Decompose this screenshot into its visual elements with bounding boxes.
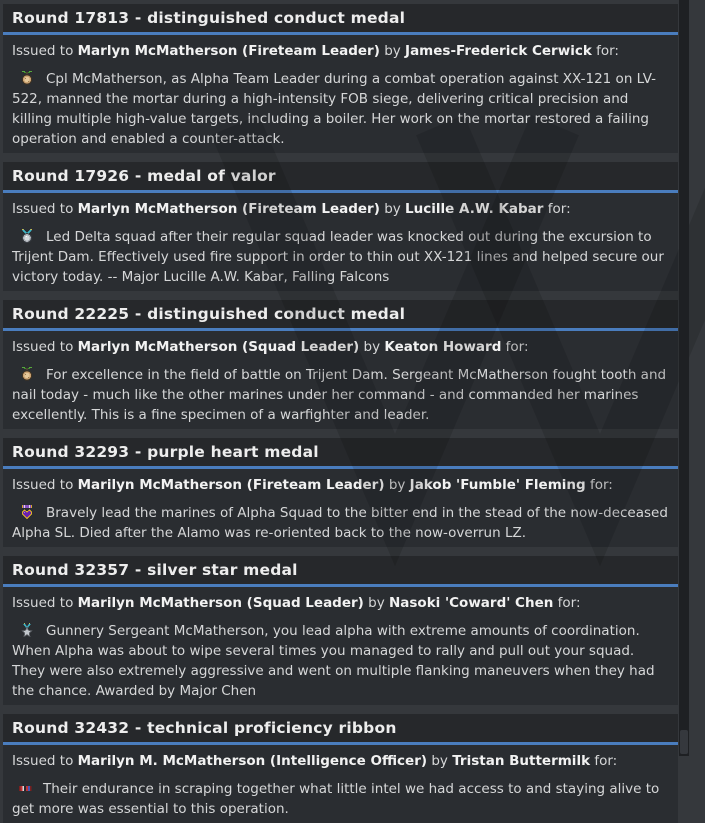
award-section [3,556,678,705]
recipient-name: Marlyn McMatherson (Squad Leader) [77,339,360,355]
for-label: for: [557,595,581,611]
issuer-name: Keaton Howard [384,339,502,355]
award-title: Round 22225 - distinguished conduct medal [3,300,678,331]
technical-proficiency-ribbon-icon [19,779,32,795]
medal-of-valor-icon [19,228,35,244]
award-title: Round 32357 - silver star medal [3,556,678,587]
citation-text: Their endurance in scraping together what little intel we had access to and staying alive to get more was essential to this operation. [12,781,660,817]
for-label: for: [589,477,613,493]
citation-text: For excellence in the field of battle on Trijent Dam. Sergeant McMatherson fought tooth and nail today - much like the other marines under her command - and commanded her marines excellently. This is a fine specimen of a warfighter and leader. [12,367,667,423]
issued-line [12,476,669,495]
scrollbar-track[interactable] [679,0,689,756]
award-body [3,193,678,291]
for-label: for: [594,753,618,769]
citation [12,227,669,287]
citation [12,365,669,425]
silver-star-medal-icon [19,622,35,638]
for-label: for: [547,201,571,217]
issuer-name: Lucille A.W. Kabar [405,201,544,217]
recipient-name: Marilyn McMatherson (Fireteam Leader) [77,477,385,493]
issued-line [12,200,669,219]
by-label: by [363,339,381,355]
issued-to-label: Issued to [12,201,74,217]
recipient-name: Marilyn M. McMatherson (Intelligence Officer) [77,753,428,769]
award-body [3,469,678,547]
by-label: by [431,753,448,769]
issued-to-label: Issued to [12,339,74,355]
citation [12,779,669,819]
issued-to-label: Issued to [12,595,74,611]
award-section [3,4,678,153]
award-body [3,745,678,823]
issued-to-label: Issued to [12,43,74,59]
distinguished-conduct-medal-icon [19,70,35,86]
citation-text: Led Delta squad after their regular squad leader was knocked out during the excursion to Trijent Dam. Effectively used fire support in order to thin out XX-121 lines and helped secure our victory today. -- Major Lucille A.W. Kabar, Falling Falcons [12,229,664,285]
issuer-name: Tristan Buttermilk [452,753,591,769]
issued-to-label: Issued to [12,753,74,769]
award-body [3,331,678,429]
citation [12,69,669,149]
award-section [3,714,678,823]
citation-text: Gunnery Sergeant McMatherson, you lead alpha with extreme amounts of coordination. When Alpha was about to wipe several times you managed to rally and pull out your squad. They were also extremely aggressive and went on multiple flanking maneuvers when they had the chance. Awarded by Major Chen [12,623,655,699]
for-label: for: [505,339,529,355]
issued-line [12,338,669,357]
award-section [3,162,678,291]
issued-line [12,752,669,771]
by-label: by [388,477,406,493]
issuer-name: Nasoki 'Coward' Chen [388,595,554,611]
citation [12,621,669,701]
by-label: by [384,201,401,217]
recipient-name: Marlyn McMatherson (Fireteam Leader) [77,201,380,217]
distinguished-conduct-medal-icon [19,366,35,382]
issued-line [12,594,669,613]
award-title: Round 17926 - medal of valor [3,162,678,193]
award-body [3,35,678,153]
award-section [3,300,678,429]
award-title: Round 32432 - technical proficiency ribbon [3,714,678,745]
issuer-name: Jakob 'Fumble' Fleming [409,477,586,493]
citation-text: Cpl McMatherson, as Alpha Team Leader during a combat operation against XX-121 on LV-522, manned the mortar during a high-intensity FOB siege, delivering critical precision and killing multiple high-value targets, including a boiler. Her work on the mortar restored a failing operation and enabled a counter-attack. [12,71,657,147]
for-label: for: [596,43,619,59]
issued-line [12,42,669,61]
citation [12,503,669,543]
award-title: Round 32293 - purple heart medal [3,438,678,469]
purple-heart-medal-icon [19,504,35,520]
by-label: by [384,43,401,59]
scrollbar-thumb[interactable] [680,730,688,754]
award-body [3,587,678,705]
recipient-name: Marlyn McMatherson (Fireteam Leader) [77,43,380,59]
award-section [3,438,678,547]
citation-text: Bravely lead the marines of Alpha Squad to the bitter end in the stead of the now-deceased Alpha SL. Died after the Alamo was re-oriented back to the now-overrun LZ. [12,505,668,541]
by-label: by [368,595,385,611]
recipient-name: Marilyn McMatherson (Squad Leader) [77,595,364,611]
award-title: Round 17813 - distinguished conduct medal [3,4,678,35]
issued-to-label: Issued to [12,477,74,493]
issuer-name: James-Frederick Cerwick [405,43,592,59]
